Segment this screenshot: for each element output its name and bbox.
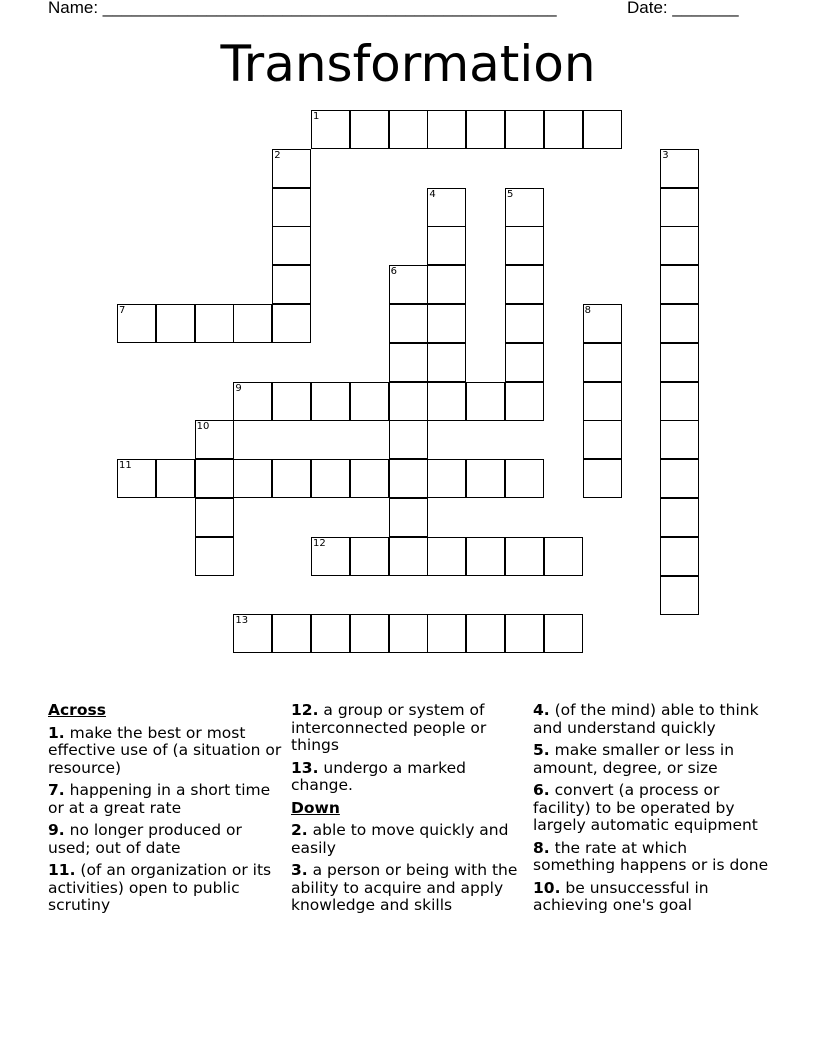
grid-cell[interactable] (505, 265, 544, 304)
cell-number: 7 (119, 305, 126, 316)
grid-cell[interactable] (660, 382, 699, 421)
clue-text: no longer produced or used; out of date (48, 821, 242, 857)
grid-cell[interactable] (389, 498, 428, 537)
grid-cell[interactable] (466, 110, 505, 149)
grid-cell[interactable] (660, 304, 699, 343)
grid-cell[interactable] (156, 459, 195, 498)
clue-number: 2. (291, 821, 308, 839)
grid-cell[interactable] (195, 459, 234, 498)
clue-number: 7. (48, 781, 65, 799)
clue-number: 9. (48, 821, 65, 839)
grid-cell[interactable] (660, 537, 699, 576)
grid-cell[interactable] (389, 537, 428, 576)
cell-number: 8 (584, 305, 591, 316)
grid-cell[interactable] (660, 188, 699, 227)
cell-number: 5 (507, 188, 514, 200)
clue-number: 10. (533, 878, 561, 897)
clue-down-6 (533, 782, 773, 835)
grid-cell[interactable] (272, 614, 311, 653)
grid-cell[interactable] (350, 382, 389, 421)
grid-cell[interactable] (389, 110, 428, 149)
clue-down-3 (291, 862, 523, 915)
clues-column-1 (48, 702, 282, 920)
cell-number: 2 (274, 149, 281, 161)
grid-cell[interactable] (583, 459, 622, 498)
grid-cell[interactable] (466, 382, 505, 421)
grid-cell[interactable] (117, 459, 156, 498)
cell-number: 9 (235, 382, 242, 394)
grid-cell[interactable] (272, 226, 311, 265)
clue-text: undergo a marked change. (291, 758, 466, 794)
grid-cell[interactable] (195, 537, 234, 576)
clues-column-2 (291, 702, 523, 920)
grid-cell[interactable] (427, 226, 466, 265)
clue-number: 3. (291, 861, 308, 879)
grid-cell[interactable] (389, 265, 428, 304)
cell-number: 10 (196, 421, 210, 433)
grid-cell[interactable] (466, 459, 505, 498)
grid-cell[interactable] (427, 304, 466, 343)
grid-cell[interactable] (660, 226, 699, 265)
clue-across-11 (48, 862, 282, 915)
clue-across-12 (291, 702, 523, 755)
grid-cell[interactable] (389, 304, 428, 343)
grid-cell[interactable] (583, 382, 622, 421)
clue-number: 8. (533, 838, 550, 857)
cell-number: 6 (390, 266, 397, 278)
grid-cell[interactable] (660, 459, 699, 498)
clue-text: happening in a short time or at a great rate (48, 781, 271, 817)
grid-cell[interactable] (195, 498, 234, 537)
clue-number: 13. (291, 758, 319, 777)
grid-cell[interactable] (660, 343, 699, 382)
clue-text: be unsuccessful in achieving one's goal (533, 878, 709, 914)
grid-cell[interactable] (583, 110, 622, 149)
grid-cell[interactable] (427, 343, 466, 382)
grid-cell[interactable] (233, 304, 272, 343)
clues-column-3 (533, 702, 773, 920)
clue-number: 5. (533, 741, 550, 759)
across-heading: Across (48, 701, 106, 719)
grid-cell[interactable] (350, 459, 389, 498)
clue-down-5 (533, 742, 773, 777)
clue-across-13 (291, 760, 523, 795)
grid-cell[interactable] (583, 420, 622, 459)
grid-cell[interactable] (389, 382, 428, 421)
clue-text: a group or system of interconnected people or things (291, 701, 487, 754)
grid-cell[interactable] (427, 265, 466, 304)
cell-number: 3 (662, 149, 669, 161)
grid-cell[interactable] (233, 459, 272, 498)
grid-cell[interactable] (505, 304, 544, 343)
clue-across-7 (48, 782, 282, 817)
grid-cell[interactable] (389, 420, 428, 459)
clue-text: able to move quickly and easily (291, 821, 509, 857)
grid-cell[interactable] (505, 226, 544, 265)
grid-cell[interactable] (505, 459, 544, 498)
grid-cell[interactable] (272, 188, 311, 227)
cell-number: 11 (119, 460, 132, 472)
grid-cell[interactable] (272, 382, 311, 421)
grid-cell[interactable] (350, 537, 389, 576)
grid-cell[interactable] (389, 343, 428, 382)
grid-cell[interactable] (272, 459, 311, 498)
grid-cell[interactable] (389, 614, 428, 653)
grid-cell[interactable] (427, 188, 466, 227)
grid-cell[interactable] (311, 382, 350, 421)
clue-text: the rate at which something happens or is done (533, 838, 769, 874)
name-field[interactable]: Name: ________________________________________________ (48, 0, 557, 17)
cell-number: 4 (429, 188, 436, 200)
clue-text: (of the mind) able to think and understand quickly (533, 701, 759, 737)
grid-cell[interactable] (272, 265, 311, 304)
clue-text: (of an organization or its activities) open to public scrutiny (48, 861, 272, 914)
grid-cell[interactable] (660, 265, 699, 304)
clue-text: a person or being with the ability to acquire and apply knowledge and skills (291, 861, 518, 914)
clue-down-2 (291, 822, 523, 857)
clue-number: 1. (48, 723, 65, 742)
grid-cell[interactable] (427, 382, 466, 421)
grid-cell[interactable] (505, 188, 544, 227)
clue-down-8 (533, 840, 773, 875)
clue-across-1 (48, 725, 282, 778)
clue-number: 4. (533, 701, 550, 719)
grid-cell[interactable] (505, 343, 544, 382)
grid-cell[interactable] (660, 420, 699, 459)
grid-cell[interactable] (233, 614, 272, 653)
grid-cell[interactable] (272, 304, 311, 343)
grid-cell[interactable] (350, 110, 389, 149)
grid-cell[interactable] (311, 110, 350, 149)
grid-cell[interactable] (660, 149, 699, 188)
grid-cell[interactable] (389, 459, 428, 498)
grid-cell[interactable] (195, 420, 234, 459)
cell-number: 12 (313, 537, 326, 549)
grid-cell[interactable] (117, 304, 156, 343)
grid-cell[interactable] (233, 382, 272, 421)
grid-cell[interactable] (311, 537, 350, 576)
grid-cell[interactable] (544, 537, 583, 576)
grid-cell[interactable] (311, 459, 350, 498)
cell-number: 13 (235, 615, 249, 627)
grid-cell[interactable] (195, 304, 234, 343)
grid-cell[interactable] (505, 110, 544, 149)
grid-cell[interactable] (544, 614, 583, 653)
grid-cell[interactable] (427, 110, 466, 149)
clue-down-10 (533, 880, 773, 915)
grid-cell[interactable] (505, 537, 544, 576)
grid-cell[interactable] (505, 382, 544, 421)
date-field[interactable]: Date: _______ (627, 0, 739, 17)
grid-cell[interactable] (583, 304, 622, 343)
clue-number: 12. (291, 701, 319, 719)
clue-text: make the best or most effective use of (a situation or resource) (48, 723, 282, 777)
grid-cell[interactable] (505, 614, 544, 653)
cell-number: 1 (313, 111, 320, 122)
grid-cell[interactable] (350, 614, 389, 653)
grid-cell[interactable] (466, 614, 505, 653)
grid-cell[interactable] (156, 304, 195, 343)
grid-cell[interactable] (660, 498, 699, 537)
grid-cell[interactable] (427, 537, 466, 576)
grid-cell[interactable] (427, 614, 466, 653)
clue-number: 6. (533, 781, 550, 799)
puzzle-title: Transformation (220, 35, 596, 93)
grid-cell[interactable] (544, 110, 583, 149)
grid-cell[interactable] (660, 576, 699, 615)
grid-cell[interactable] (311, 614, 350, 653)
clue-across-9 (48, 822, 282, 857)
grid-cell[interactable] (583, 343, 622, 382)
grid-cell[interactable] (466, 537, 505, 576)
clue-text: convert (a process or facility) to be operated by largely automatic equipment (533, 781, 758, 834)
clue-text: make smaller or less in amount, degree, or size (533, 741, 735, 777)
clue-number: 11. (48, 861, 76, 879)
clue-down-4 (533, 702, 773, 737)
grid-cell[interactable] (272, 149, 311, 188)
grid-cell[interactable] (427, 459, 466, 498)
down-heading: Down (291, 798, 340, 817)
